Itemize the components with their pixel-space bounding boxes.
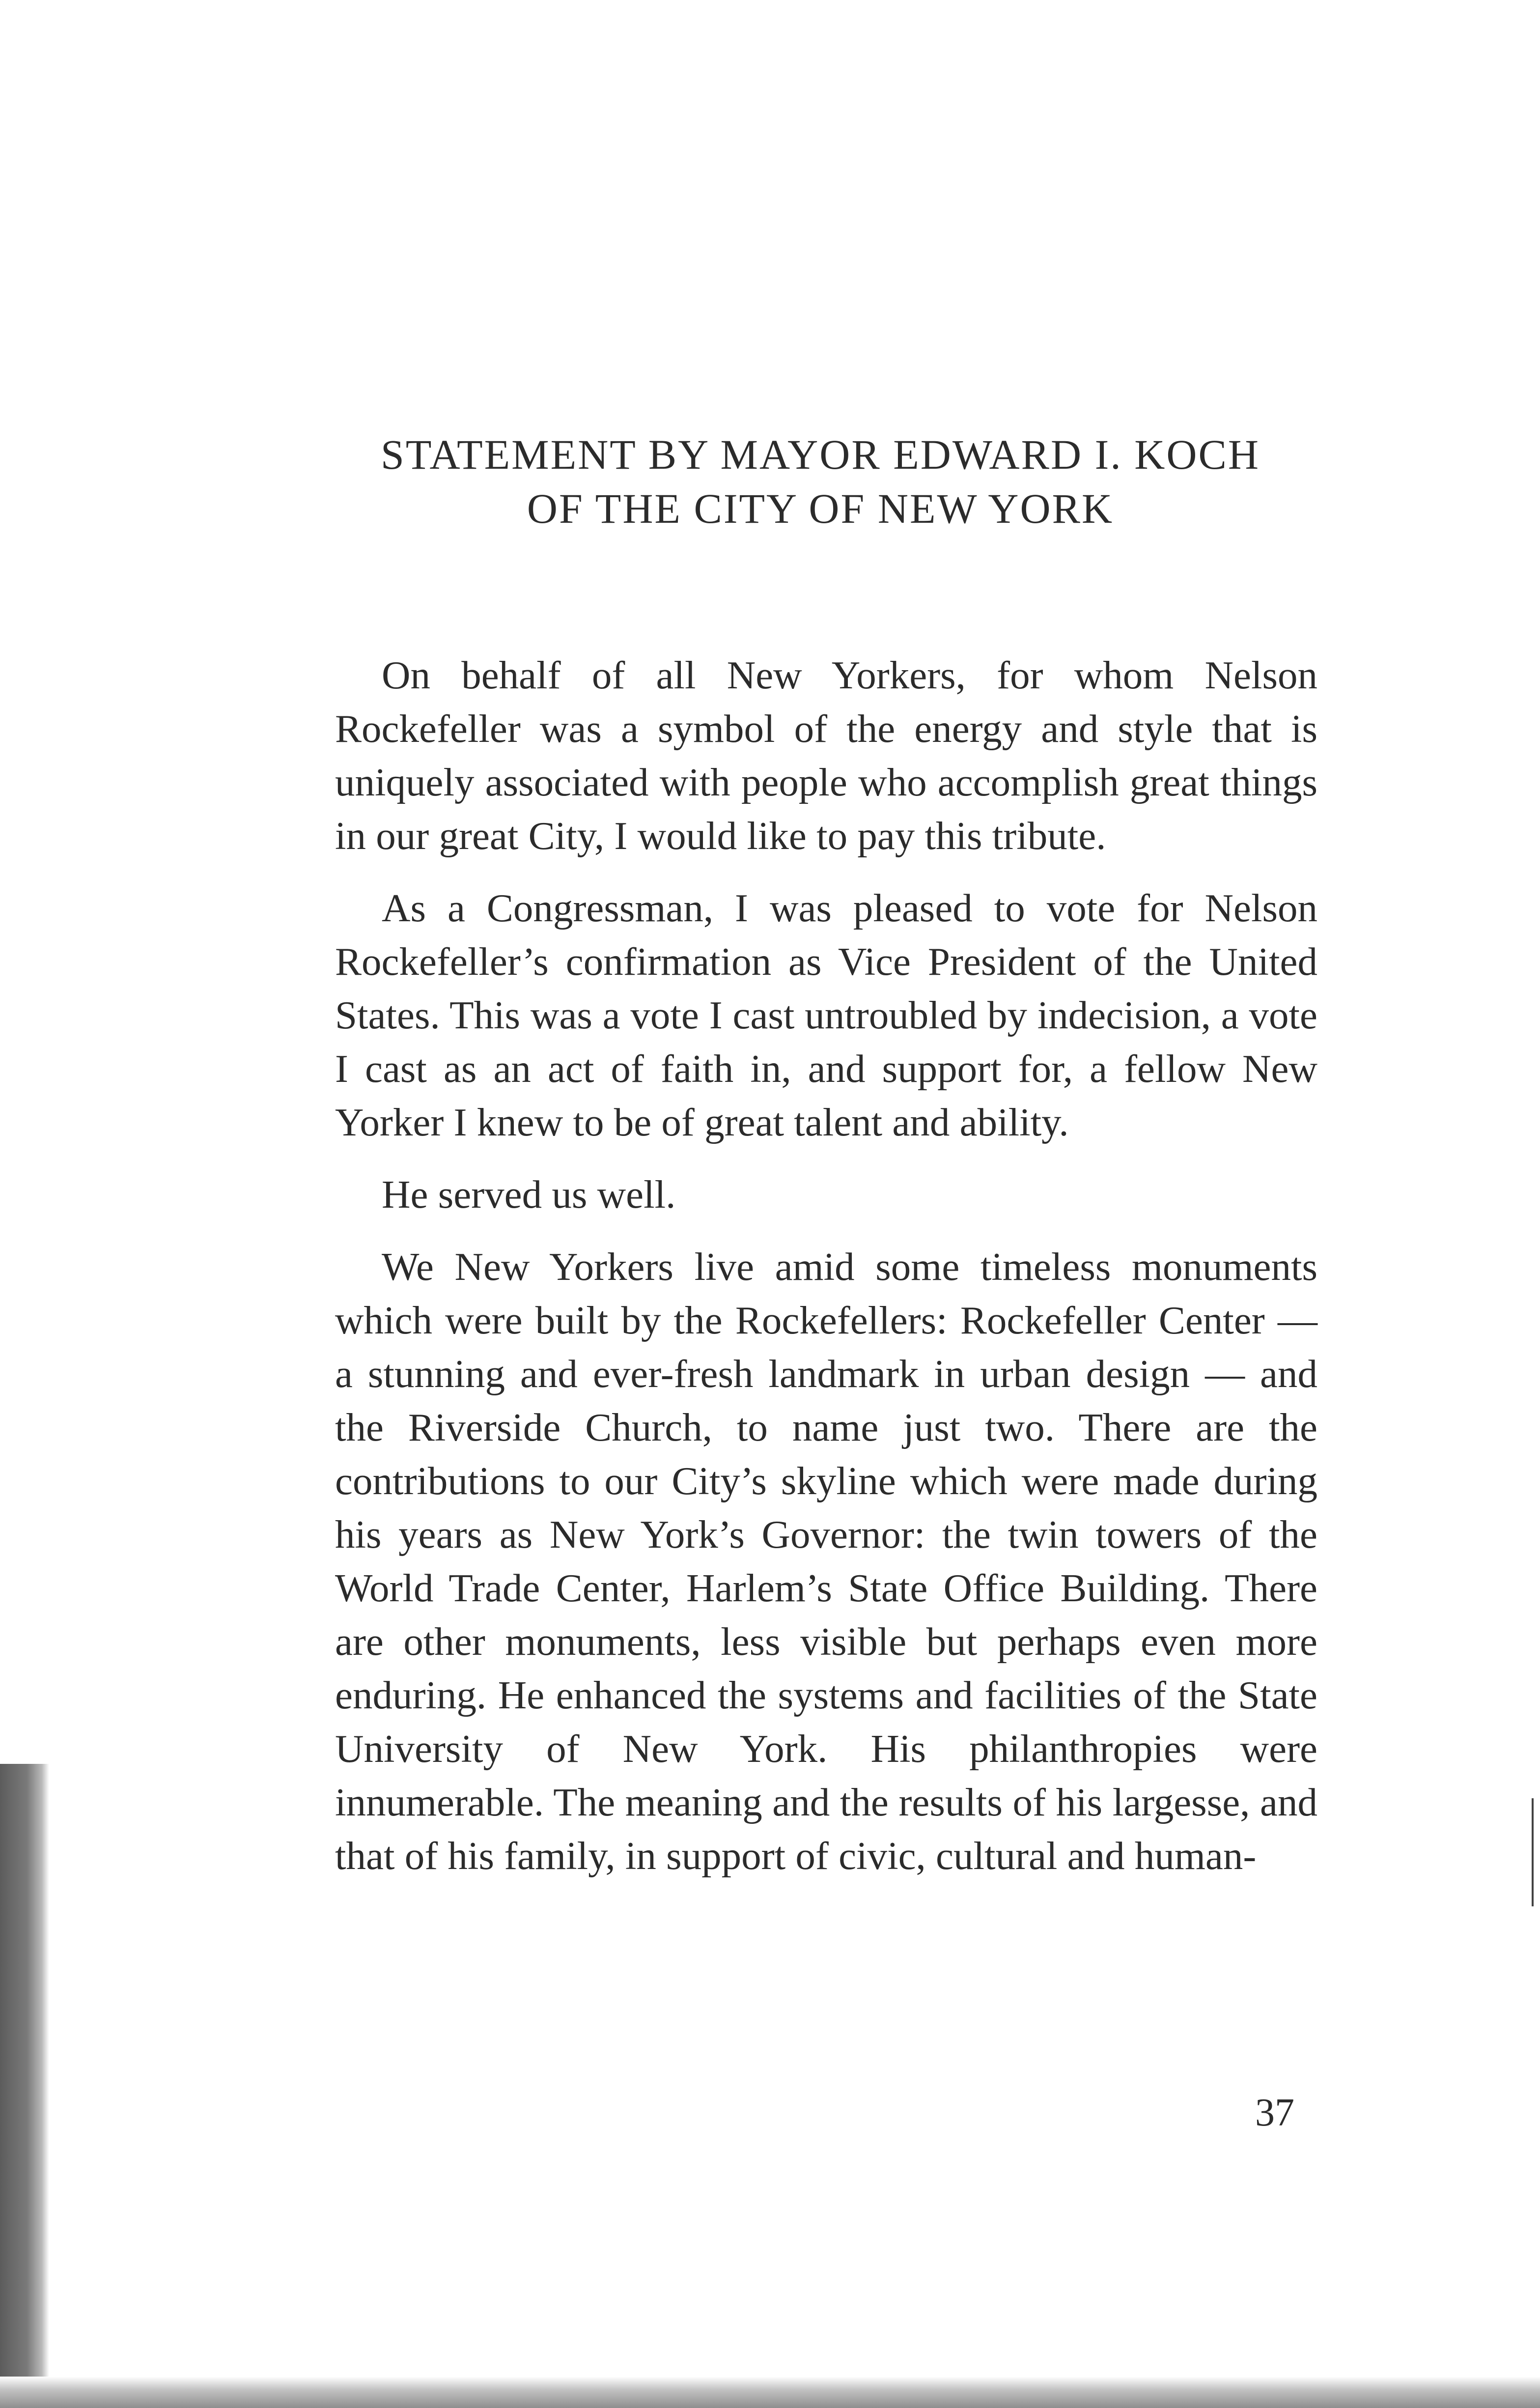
paragraph-monuments: We New Yorkers live amid some timeless monuments which were built by the Rockefellers: Rockefeller Center — a stunning and ever-fresh landmark in urban design — and the Riverside Church, to name just two. There are the contributions to our City’s skyline which were made during his years as New York’s Governor: the twin towers of the World Trade Center, Harlem’s State Office Building. There are other monuments, less visible but perhaps even more enduring. He enhanced the systems and facilities of the State University of New York. His philanthropies were innumerable. The meaning and the results of his largesse, and that of his family, in support of civic, cultural and human- (335, 1245, 1317, 1878)
scan-shadow-left (0, 1764, 49, 2408)
page-number: 37 (1255, 2091, 1294, 2134)
paragraph-tribute: On behalf of all New Yorkers, for whom Nelson Rockefeller was a symbol of the energy and style that is uniquely associated with people who accomplish great things in our great City, I would like to pay this tribute. (335, 653, 1317, 858)
heading-line-1: STATEMENT BY MAYOR EDWARD I. KOCH (381, 431, 1260, 478)
statement-heading (295, 427, 1346, 536)
paragraph-served-well: He served us well. (382, 1172, 676, 1217)
paragraph-congressman-vote: As a Congressman, I was pleased to vote for Nelson Rockefeller’s confirmation as Vice President of the United States. This was a vote I cast untroubled by indecision, a vote I cast as an act of faith in, and support for, a fellow New Yorker I knew to be of great talent and ability. (335, 886, 1317, 1144)
heading-line-2: OF THE CITY OF NEW YORK (527, 485, 1114, 532)
scan-shadow-bottom (0, 2377, 1540, 2408)
scan-mark-right (1532, 1798, 1534, 1906)
statement-body (335, 649, 1317, 1901)
